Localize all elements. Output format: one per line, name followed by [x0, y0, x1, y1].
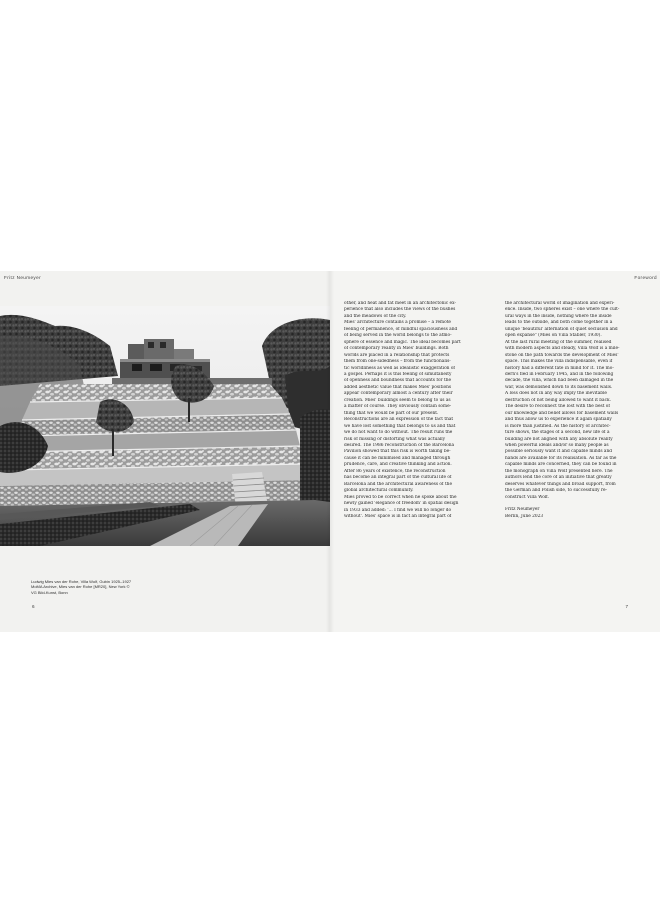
text-line: Mies proved to be correct when he spoke about the	[344, 494, 457, 500]
text-line: deserves whatever things and broad support, from	[505, 481, 616, 487]
text-line: other, and heat and fat meet in an architectonic ex-	[344, 301, 456, 306]
right-page	[330, 271, 660, 632]
text-line: Mies' architecture contains a promise – a remote	[344, 320, 451, 326]
text-line: leads to the outside, and both come together in a	[505, 320, 613, 326]
text-line: and thus allow us to experience it again spatially	[505, 417, 612, 423]
text-line: the German and Polish side, to successfully re-	[505, 488, 608, 494]
text-line: risk of missing or distorting what was actually	[344, 436, 446, 442]
book-gutter	[326, 271, 334, 632]
text-column-2	[505, 301, 653, 603]
text-line: ture shows, the stages of a second, new life of a	[505, 430, 610, 436]
text-line: cause it can be minimised and managed through	[344, 455, 451, 461]
text-line: The desire to reconnect the lost with the best of	[505, 404, 610, 410]
text-line: At the last rural meeting of the summer, realised	[505, 339, 612, 345]
text-line: is more than justified. As the history of architec-	[505, 423, 611, 429]
text-line: decade, the villa, which had been damaged in the	[505, 378, 614, 384]
text-line: worlds are placed in a relationship that protects	[344, 352, 450, 358]
text-line: war, was demolished down to its basement walls.	[505, 384, 613, 390]
text-line: when powerful ideals and/or so many people as	[505, 442, 609, 448]
text-line: open expanse" (Mies on Villa Stabler, 1930).	[505, 333, 602, 339]
text-line: stone on the path towards the development of Mies'	[505, 352, 619, 358]
text-line: a gospel. Perhaps it is this feeling of simultaneity	[344, 371, 452, 377]
text-line: desired. The 1986 reconstruction of the Barcelona	[344, 442, 455, 448]
caption-line: VG Bild-Kunst, Bonn	[31, 589, 68, 595]
text-line: global architectural community.	[344, 488, 414, 494]
text-line: tic worldliness as well as idealistic exaggeration of	[344, 365, 455, 371]
text-line: ence. Inside, two spheres exist – one where the cult-	[505, 307, 620, 313]
text-line: creation. Mies' buildings seem to belong to us as	[344, 397, 451, 403]
text-line: After 86 years of existence, the reconstruction	[344, 468, 446, 474]
book-spread	[0, 271, 660, 632]
text-line: has become an integral part of the cultural life of	[344, 475, 452, 481]
text-line: possible seriously want it and capable minds and	[505, 449, 613, 455]
text-column-1	[344, 301, 492, 603]
text-line: hands are available for its realisation. As far as the	[505, 455, 617, 461]
text-line: we do not want to do without. The result runs the	[344, 430, 453, 436]
page-number-right: 7	[625, 604, 628, 609]
text-line: of being served in the world belongs to the atmo-	[344, 333, 452, 339]
text-line: in 1933 and added: '... I find we will no longer do	[344, 507, 452, 513]
caption-line: Ludwig Mies van der Rohe, Villa Wolf, Gubin 1925–1927	[31, 579, 132, 584]
text-line: of contemporary reality in Mies' buildings. Both	[344, 346, 449, 352]
text-line: space. This makes the villa indispensable, even if	[505, 359, 613, 365]
page-number-left: 6	[32, 604, 35, 609]
text-line: destruction of not being allowed to want it back.	[505, 397, 611, 403]
text-line: Reconstructions are an expression of the fact that	[344, 417, 454, 423]
text-line: perience that also includes the views of the bushes	[344, 307, 456, 313]
text-line: construct Villa Wolf.	[505, 494, 549, 500]
text-line: with modern aspects and steady, Villa Wolf is a mile-	[505, 346, 620, 352]
text-line: prudence, care, and creative thinking and action.	[344, 462, 452, 468]
text-line: history had a different fate in mind for it. The mo-	[505, 365, 614, 371]
left-page	[0, 271, 330, 632]
photo-caption	[31, 579, 131, 595]
text-line: sphere of essence and magic. The ideal becomes part	[344, 339, 461, 345]
text-line: ural ways in the inside, nothing where the inside	[505, 313, 612, 319]
signoff	[505, 507, 653, 520]
villa-wolf-photograph	[0, 306, 330, 546]
text-line: thing that we would be part of our present.	[344, 410, 439, 416]
text-line: a matter of course. They obviously contain some-	[344, 404, 452, 410]
text-line: the architectural world of imagination and experi-	[505, 301, 615, 306]
text-line: Barcelona and the architectural awareness of the	[344, 481, 452, 487]
text-line: we have lost something that belongs to us and that	[344, 423, 456, 429]
text-line: capable minds are concerned, they can be found in	[505, 462, 617, 468]
caption-line: MoMA Archive, Mies van der Rohe [MR20], New York ©	[31, 584, 130, 590]
running-head-author: Fritz Neumeyer	[4, 275, 41, 280]
text-line: the monograph on Villa Wolf presented here. The	[505, 468, 613, 474]
text-line: feeling of permanence, of mindful spaciousness and	[344, 326, 458, 332]
text-line: A loss does not in any way imply the inevitable	[505, 391, 607, 397]
text-line: dern's fled in February 1945, and in the following	[505, 371, 614, 377]
signoff-author: Fritz Neumeyer	[505, 507, 540, 513]
text-line: without'. Mies' space is in fact an integral part of	[344, 513, 452, 519]
text-line: building are not aligned with any absolute reality	[505, 436, 613, 442]
text-line: added aesthetic value that makes Mies' positions	[344, 384, 452, 390]
text-line: appear contemporary almost a century after their	[344, 391, 453, 397]
text-line: unique 'beautiful' alternation of quiet seclusion and	[505, 326, 618, 332]
text-line: newly gained 'elegance of freedom' in spatial design	[344, 501, 459, 507]
signoff-place-date: Berlin, June 2023	[505, 513, 544, 519]
text-line: Pavilion showed that this risk is worth taking be-	[344, 449, 451, 455]
text-line: of openness and boundness that accounts for the	[344, 378, 452, 384]
text-line: them from one-sidedness – from the functionalis-	[344, 359, 451, 365]
text-line: and the meadows of the city.	[344, 313, 407, 319]
running-head-section: Foreword	[634, 275, 657, 280]
text-line: our knowledge and belief allows for basement walls	[505, 410, 619, 416]
text-line: authors lend the core of an initiative that greatly	[505, 475, 612, 481]
